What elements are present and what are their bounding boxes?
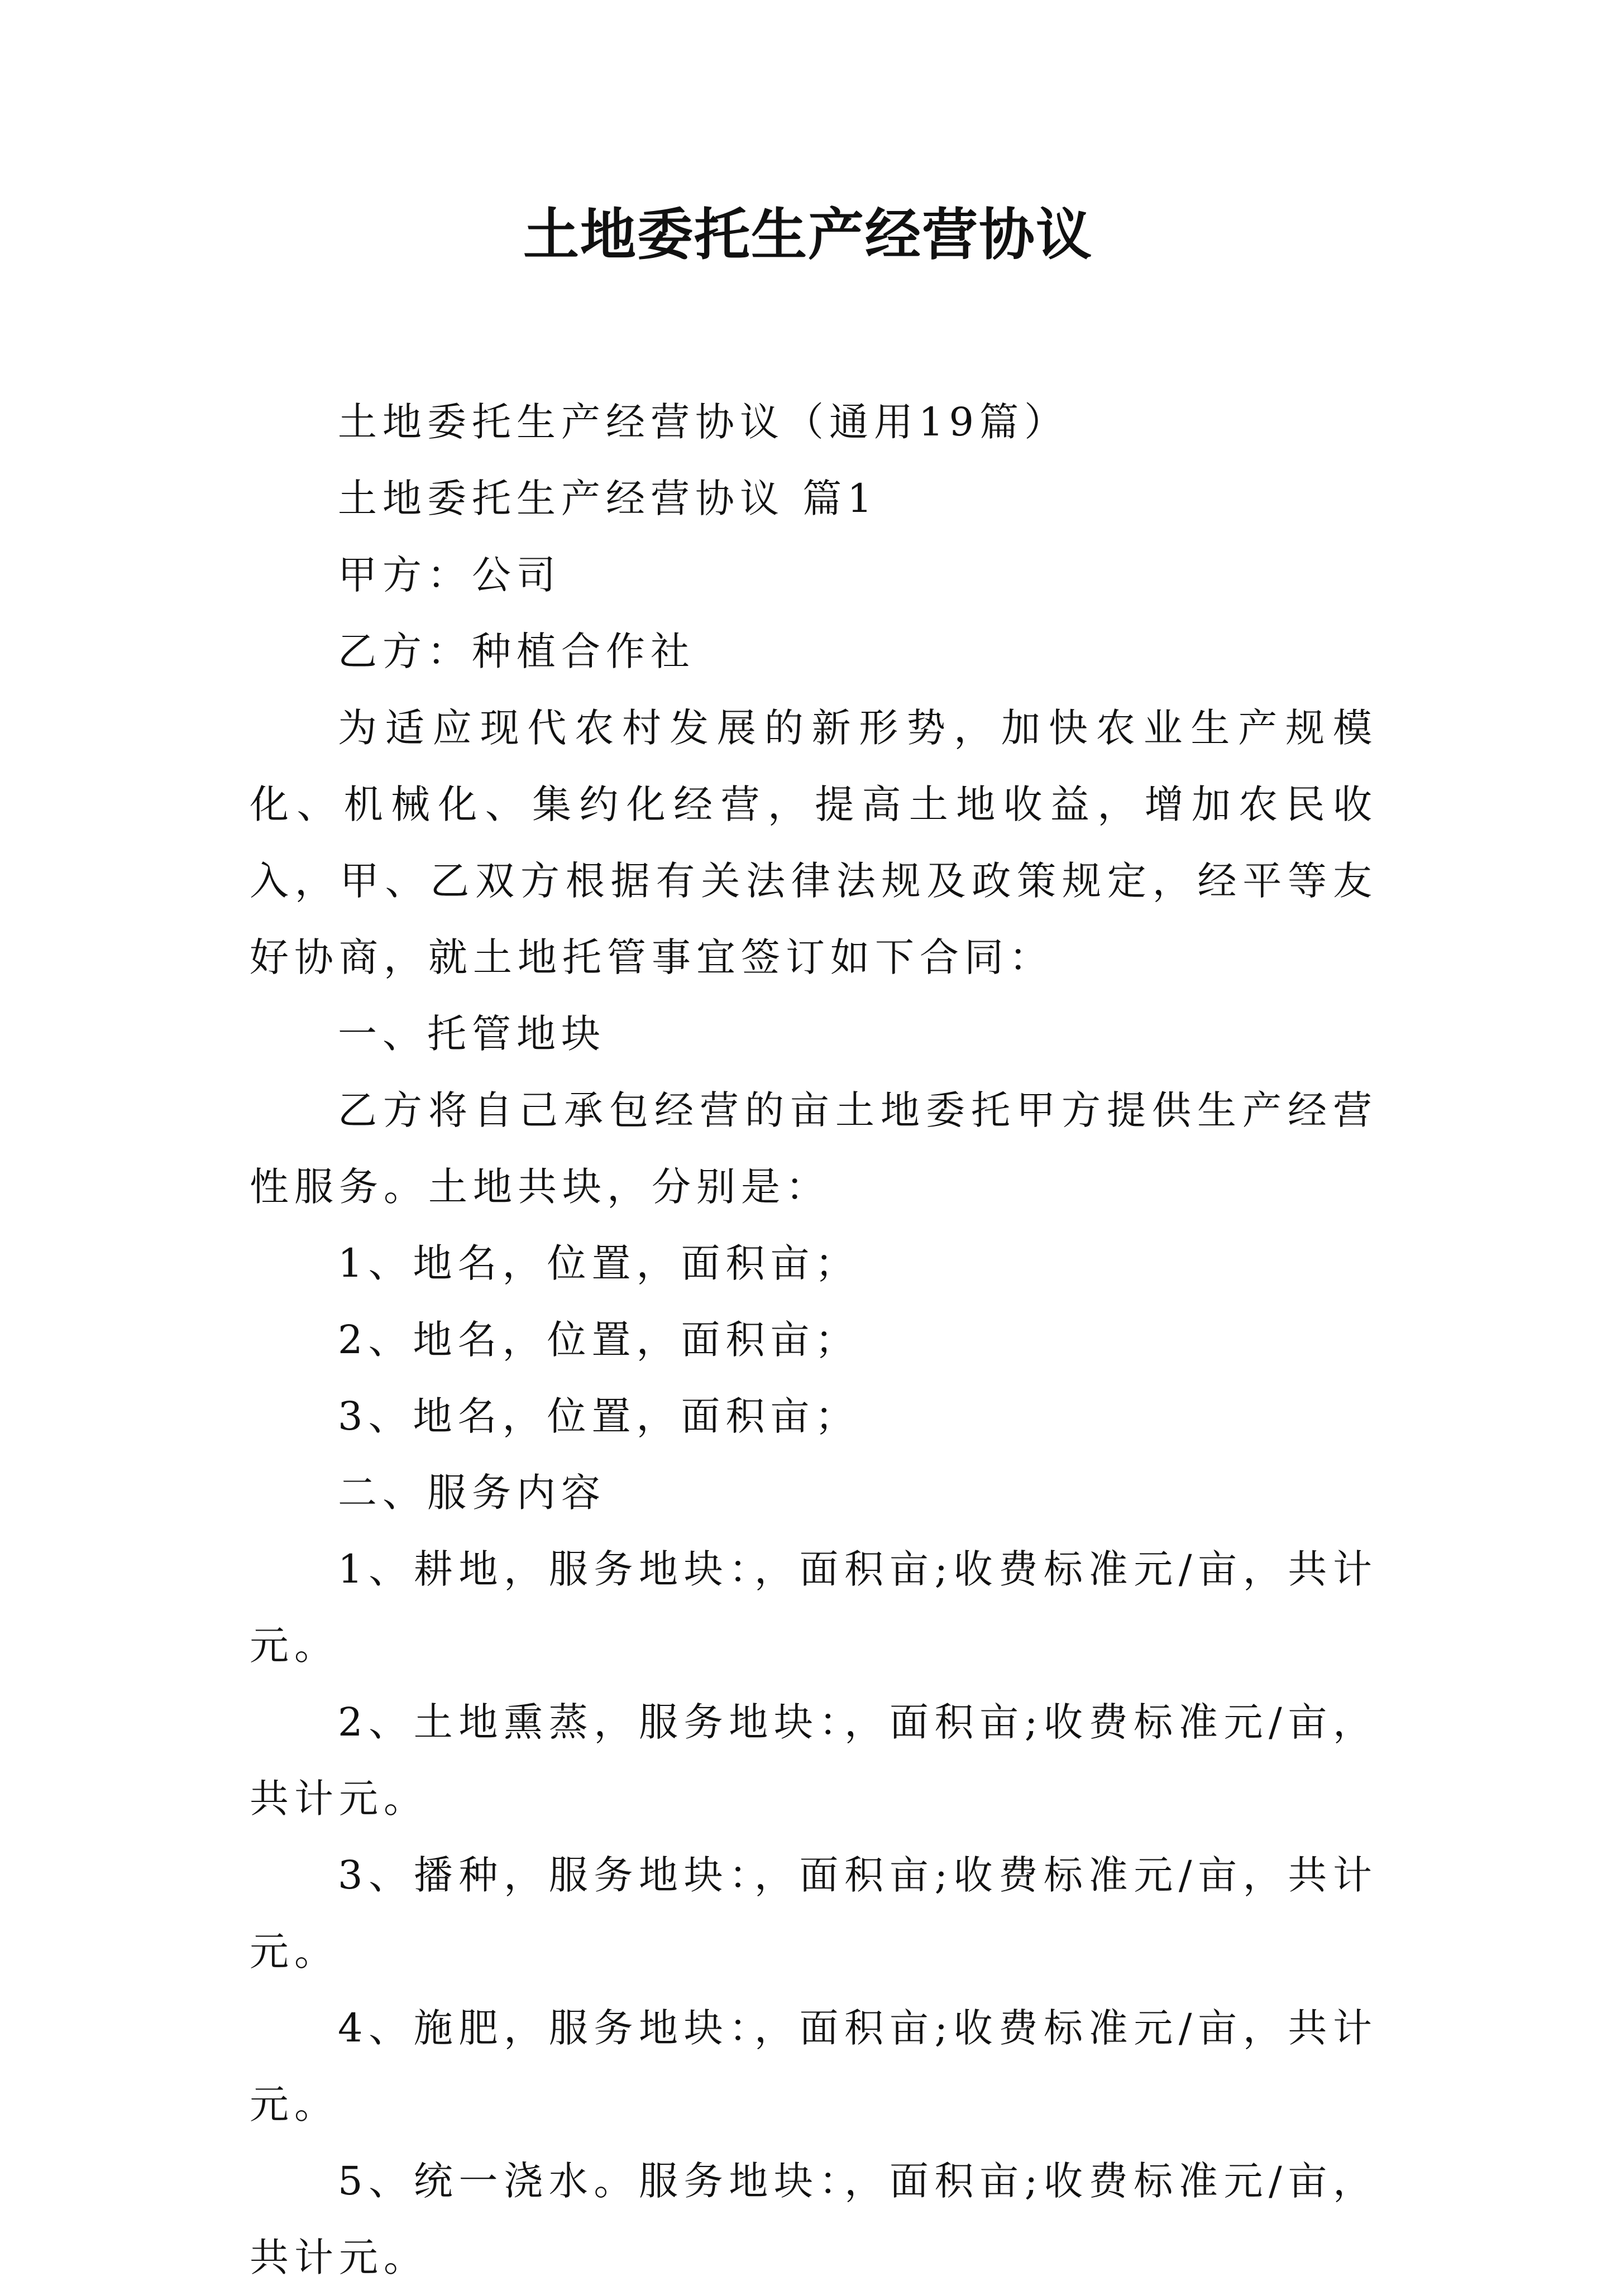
paragraph-collection-title: 土地委托生产经营协议（通用19篇）: [338, 399, 1069, 445]
paragraph-land-item-2: 2、地名，位置，面积亩；: [338, 1317, 860, 1363]
document-title: 土地委托生产经营协议: [523, 202, 1093, 267]
paragraph-land-item-3: 3、地名，位置，面积亩；: [338, 1393, 860, 1439]
paragraph-section-heading: 土地委托生产经营协议 篇1: [338, 476, 878, 521]
paragraph-service-4: 4、施肥，服务地块：，面积亩;收费标准元/亩，共计元。: [250, 2005, 1378, 2127]
paragraph-clause-heading-2: 二、服务内容: [338, 1470, 606, 1516]
paragraph-service-1: 1、耕地，服务地块：，面积亩;收费标准元/亩，共计元。: [250, 1546, 1378, 1669]
paragraph-clause-heading-1: 一、托管地块: [338, 1011, 606, 1057]
document-body: [250, 384, 1378, 2296]
paragraph-party-a: 甲方：公司: [338, 552, 561, 598]
paragraph-service-3: 3、播种，服务地块：，面积亩;收费标准元/亩，共计元。: [250, 1852, 1378, 1974]
paragraph-party-b: 乙方：种植合作社: [338, 629, 695, 674]
paragraph-service-2: 2、土地熏蒸，服务地块：，面积亩;收费标准元/亩，共计元。: [250, 1699, 1378, 1822]
paragraph-entrust-land: 乙方将自己承包经营的亩土地委托甲方提供生产经营性服务。土地共块，分别是：: [250, 1087, 1378, 1210]
paragraph-land-item-1: 1、地名，位置，面积亩；: [338, 1240, 860, 1286]
paragraph-preamble: 为适应现代农村发展的新形势，加快农业生产规模化、机械化、集约化经营，提高土地收益，增加农民收入，甲、乙双方根据有关法律法规及政策规定，经平等友好协商，就土地托管事宜签订如下合同：: [250, 705, 1378, 980]
paragraph-service-5: 5、统一浇水。服务地块：，面积亩;收费标准元/亩，共计元。: [250, 2158, 1378, 2280]
